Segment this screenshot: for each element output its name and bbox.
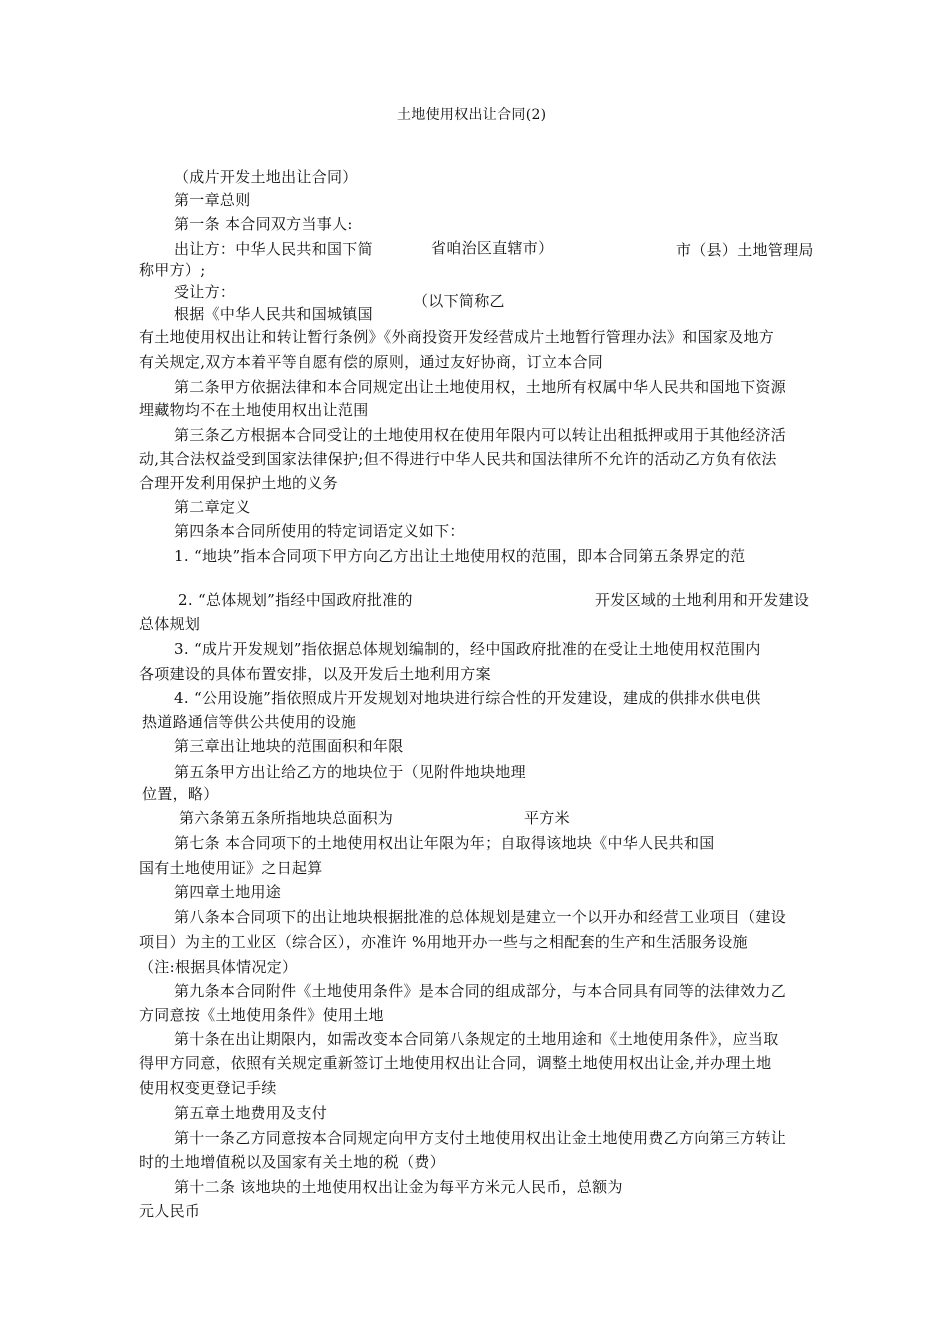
article-line: 第四条本合同所使用的特定词语定义如下： — [174, 522, 465, 540]
article-line: 第一条 本合同双方当事人: — [174, 215, 353, 233]
body-line: 有土地使用权出让和转让暂行条例》《外商投资开发经营成片土地暂行管理办法》和国家及地方 — [139, 328, 775, 346]
article-line: 第九条本合同附件《土地使用条件》是本合同的组成部分，与本合同具有同等的法律效力乙 — [174, 982, 787, 1000]
article-line: 第七条 本合同项下的土地使用权出让年限为年；自取得该地块《中华人民共和国 — [174, 834, 715, 852]
article-line: 第六条第五条所指地块总面积为 — [179, 809, 394, 827]
article-line: 第五条甲方出让给乙方的地块位于（见附件地块地理 — [174, 763, 526, 781]
body-line: 省咱治区直辖市） — [431, 239, 554, 257]
chapter-heading: 第三章出让地块的范围面积和年限 — [174, 737, 404, 755]
body-line: 平方米 — [524, 809, 570, 827]
document-title: 土地使用权出让合同(2) — [397, 107, 547, 123]
body-line: 埋藏物均不在土地使用权出让范围 — [139, 401, 369, 419]
body-line: 1. “地块”指本合同项下甲方向乙方出让土地使用权的范围，即本合同第五条界定的范 — [174, 547, 746, 565]
body-line: 位置，略） — [142, 785, 219, 803]
body-line: 动,其合法权益受到国家法律保护;但不得进行中华人民共和国法律所不允许的活动乙方负有依法 — [139, 450, 777, 468]
body-line: 合理开发利用保护土地的义务 — [139, 474, 338, 492]
body-line: 方同意按《土地使用条件》使用土地 — [139, 1006, 384, 1024]
body-line: 得甲方同意，依照有关规定重新签订土地使用权出让合同，调整土地使用权出让金,并办理土地 — [139, 1054, 772, 1072]
body-line: 各项建设的具体布置安排，以及开发后土地利用方案 — [139, 665, 491, 683]
article-line: 第十二条 该地块的土地使用权出让金为每平方米元人民币，总额为 — [174, 1178, 623, 1196]
body-line: 使用权变更登记手续 — [139, 1079, 277, 1097]
body-line: 总体规划 — [139, 615, 201, 633]
body-line: 4. “公用设施”指依照成片开发规划对地块进行综合性的开发建设，建成的供排水供电供 — [174, 689, 761, 707]
article-line: 第十条在出让期限内，如需改变本合同第八条规定的土地用途和《土地使用条件》，应当取 — [174, 1030, 779, 1048]
body-line: 元人民币 — [139, 1202, 201, 1220]
body-line: （注:根据具体情况定） — [139, 958, 298, 976]
body-line: 3. “成片开发规划”指依据总体规划编制的，经中国政府批准的在受让土地使用权范围内 — [174, 640, 761, 658]
chapter-heading: 第二章定义 — [174, 498, 251, 516]
body-line: 出让方：中华人民共和国下简 — [174, 240, 373, 258]
article-line: 第二条甲方依据法律和本合同规定出让土地使用权，土地所有权属中华人民共和国地下资源 — [174, 378, 787, 396]
body-line: 开发区域的土地利用和开发建设 — [595, 591, 810, 609]
body-line: 热道路通信等供公共使用的设施 — [142, 713, 357, 731]
chapter-heading: 第四章土地用途 — [174, 883, 282, 901]
body-line: 2. “总体规划”指经中国政府批准的 — [178, 591, 413, 609]
body-line: 受让方： — [174, 283, 236, 301]
body-line: 根据《中华人民共和国城镇国 — [174, 305, 373, 323]
body-line: 有关规定,双方本着平等自愿有偿的原则，通过友好协商，订立本合同 — [139, 353, 604, 371]
chapter-heading: 第一章总则 — [174, 191, 251, 209]
body-line: 称甲方）; — [139, 261, 206, 279]
article-line: 第八条本合同项下的出让地块根据批准的总体规划是建立一个以开办和经营工业项目（建设 — [174, 908, 787, 926]
subtitle-line: （成片开发土地出让合同） — [174, 168, 358, 186]
body-line: 时的土地增值税以及国家有关土地的税（费） — [139, 1153, 446, 1171]
body-line: 国有土地使用证》之日起算 — [139, 859, 323, 877]
article-line: 第三条乙方根据本合同受让的土地使用权在使用年限内可以转让出租抵押或用于其他经济活 — [174, 426, 787, 444]
chapter-heading: 第五章土地费用及支付 — [174, 1104, 328, 1122]
body-line: 市（县）土地管理局 — [676, 241, 814, 259]
body-line: 项目）为主的工业区（综合区），亦准许 %用地开办一些与之相配套的生产和生活服务设施 — [139, 933, 748, 951]
body-line: （以下简称乙 — [413, 292, 505, 310]
article-line: 第十一条乙方同意按本合同规定向甲方支付土地使用权出让金土地使用费乙方向第三方转让 — [174, 1129, 787, 1147]
